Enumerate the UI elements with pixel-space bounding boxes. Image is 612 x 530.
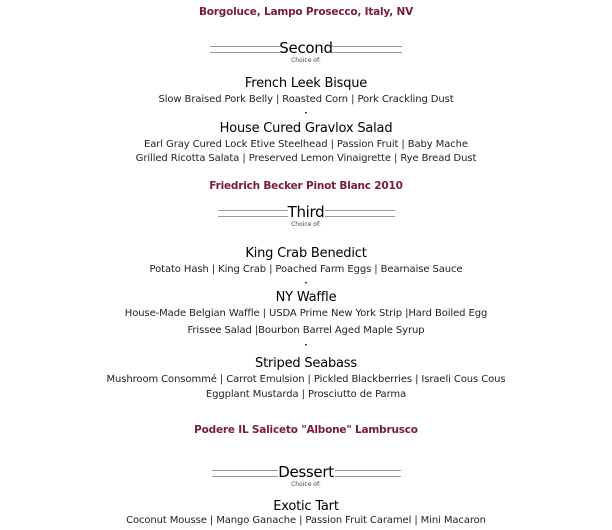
separator-dot: • (304, 280, 308, 287)
separator-dot: • (304, 342, 308, 349)
course-title-second: Second (279, 39, 333, 57)
dish-description: House-Made Belgian Waffle | USDA Prime New York Strip |Hard Boiled Egg (124, 308, 488, 319)
dish-description: Mushroom Consommé | Carrot Emulsion | Pickled Blackberries | Israeli Cous Cous (106, 374, 506, 385)
dish-title: French Leek Bisque (244, 76, 368, 91)
dish-description: Earl Gray Cured Lock Etive Steelhead | Passion Fruit | Baby Mache (144, 139, 468, 150)
course-title-third: Third (287, 203, 325, 221)
course-title-dessert: Dessert (278, 463, 334, 481)
dish-description: Frissee Salad |Bourbon Barrel Aged Maple Syrup (187, 325, 425, 336)
dish-title: King Crab Benedict (245, 246, 367, 261)
dish-description: Eggplant Mustarda | Prosciutto de Parma (205, 389, 407, 400)
separator-dot: • (304, 110, 308, 117)
dish-title: Exotic Tart (273, 499, 339, 514)
choice-label: Choice of: (291, 57, 321, 64)
dish-description: Potato Hash | King Crab | Poached Farm Eggs | Bearnaise Sauce (149, 264, 463, 275)
wine-pairing-2: Friedrich Becker Pinot Blanc 2010 (209, 180, 403, 192)
choice-label: Choice of: (291, 481, 321, 488)
dish-description: Coconut Mousse | Mango Ganache | Passion Fruit Caramel | Mini Macaron (126, 515, 486, 526)
choice-label: Choice of: (291, 221, 321, 228)
dish-title: House Cured Gravlox Salad (219, 121, 393, 136)
dish-description: Grilled Ricotta Salata | Preserved Lemon Vinaigrette | Rye Bread Dust (135, 153, 477, 164)
dish-description: Slow Braised Pork Belly | Roasted Corn | Pork Crackling Dust (158, 94, 454, 105)
dish-title: Striped Seabass (255, 356, 357, 371)
wine-pairing-1: Borgoluce, Lampo Prosecco, Italy, NV (198, 6, 414, 18)
wine-pairing-3: Podere IL Saliceto "Albone" Lambrusco (194, 424, 418, 436)
dish-title: NY Waffle (275, 290, 337, 305)
